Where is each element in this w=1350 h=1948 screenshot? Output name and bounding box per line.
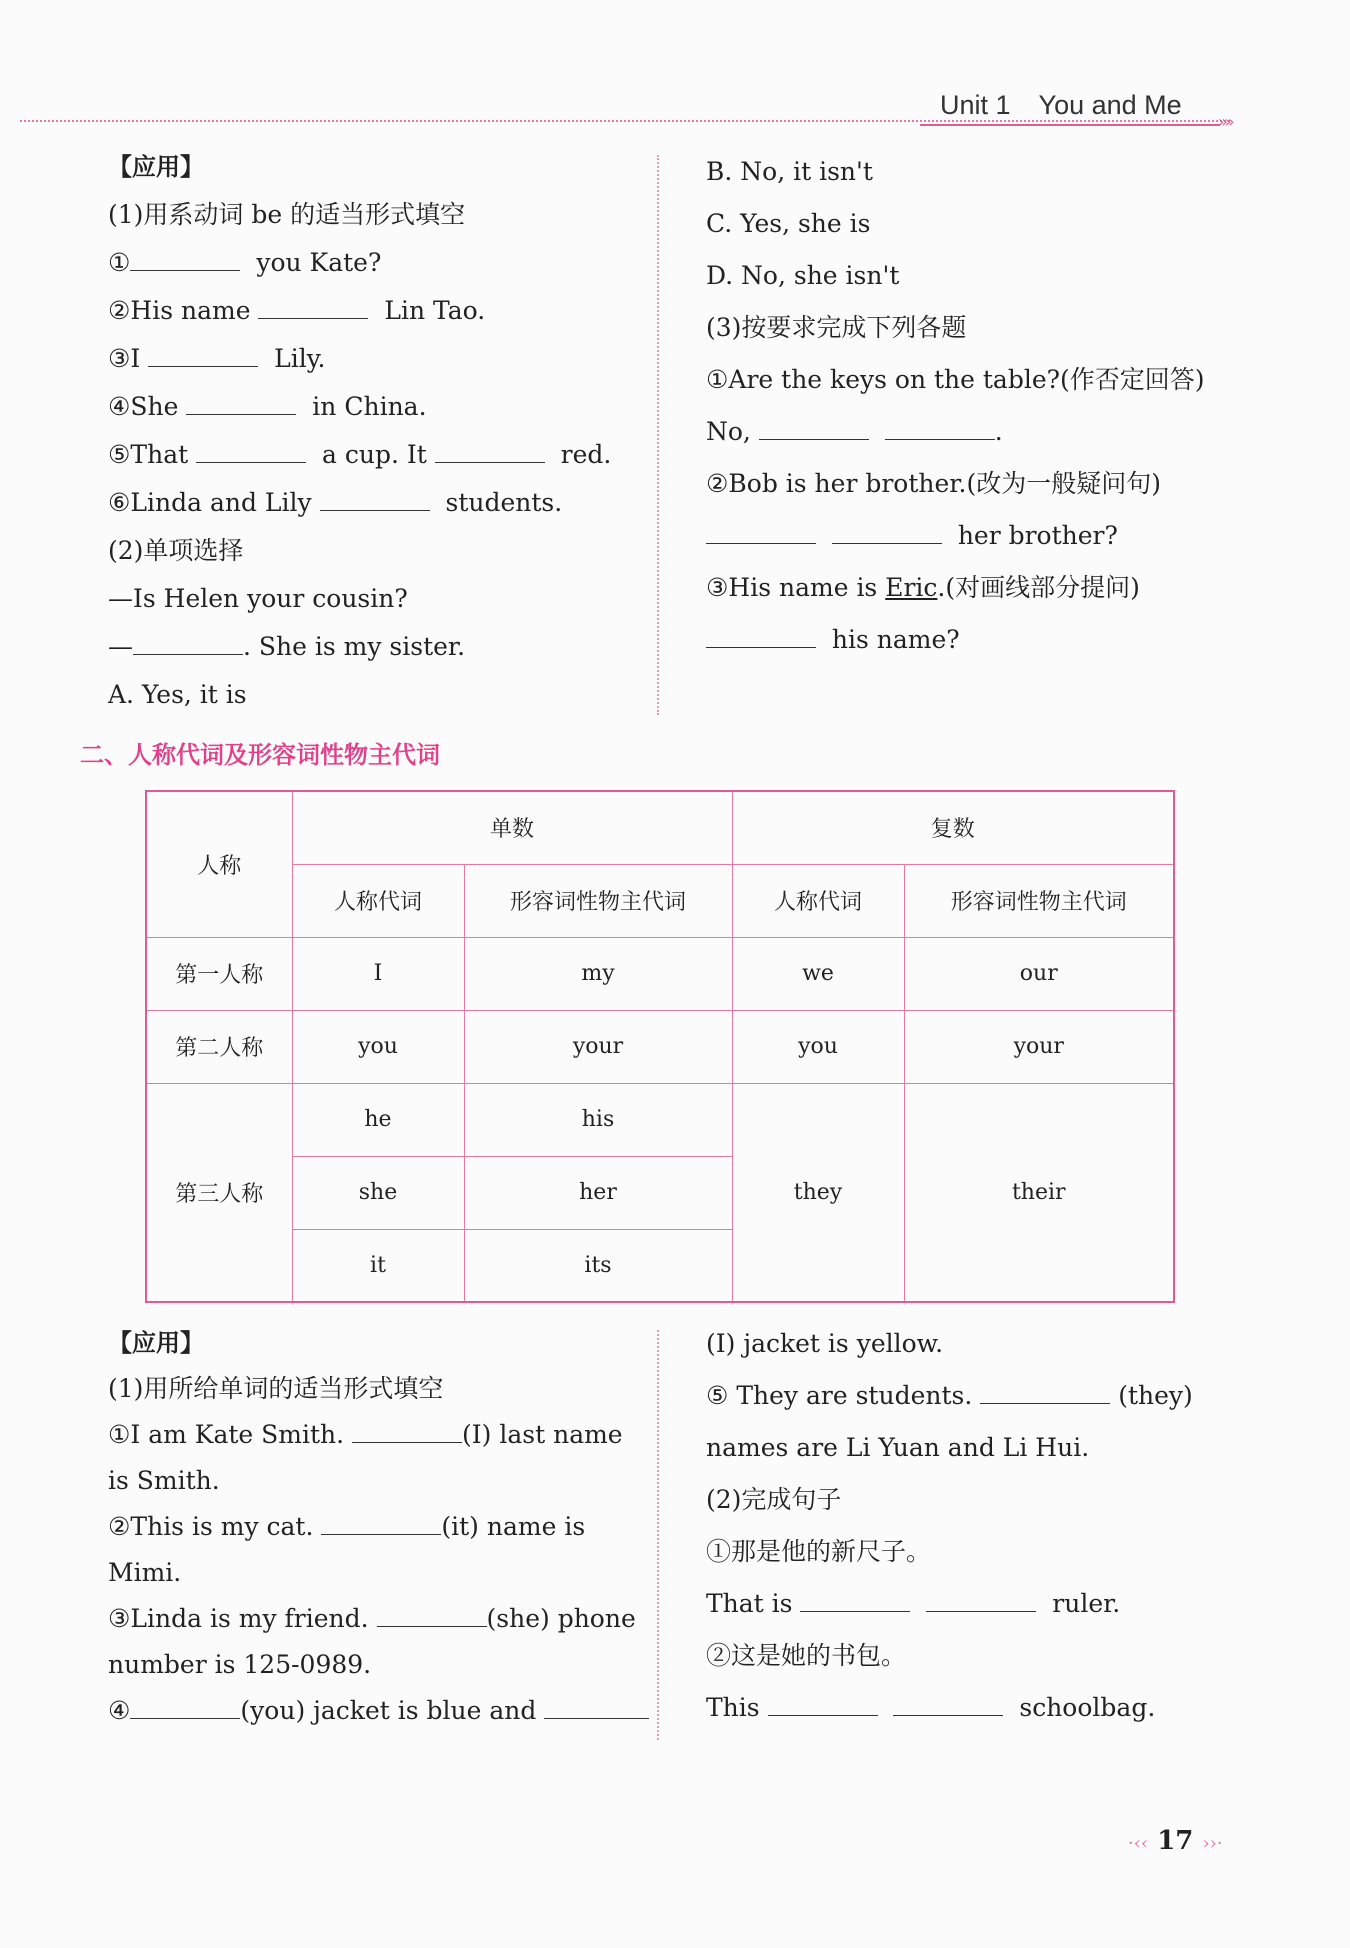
item-text: ruler. <box>1052 1589 1121 1618</box>
item-text: in China. <box>312 392 427 421</box>
exercise-item <box>108 479 648 527</box>
exercise-item-continued: (I) jacket is yellow. <box>706 1329 944 1358</box>
item-text: ⑤ They are students. <box>706 1381 973 1410</box>
exercise-item <box>108 1688 643 1734</box>
section-heading: 【应用】 <box>108 153 204 181</box>
item-text: (she) phone <box>486 1604 636 1633</box>
exercise-instruction: (1)用所给单词的适当形式填空 <box>108 1374 444 1403</box>
exercise-item <box>108 431 648 479</box>
exercise-instruction: (3)按要求完成下列各题 <box>706 313 967 342</box>
header-person: 人称 <box>146 791 292 937</box>
choice-option: B. No, it isn't <box>706 157 873 186</box>
page-number: 17 <box>1157 1826 1194 1856</box>
exercise-item <box>108 239 648 287</box>
table-cell: their <box>904 1083 1174 1302</box>
item-text: ⑥Linda and Lily <box>108 488 312 517</box>
table-row <box>146 1010 1174 1083</box>
column-divider <box>657 155 659 715</box>
item-text: Lin Tao. <box>384 296 486 325</box>
item-text: ③I <box>108 344 141 373</box>
answer-blank[interactable] <box>133 632 243 655</box>
underlined-word: Eric <box>885 573 938 602</box>
item-text: ④She <box>108 392 179 421</box>
unit-label: Unit 1 <box>940 90 1011 120</box>
item-text: ④ <box>108 1696 131 1725</box>
table-cell: its <box>464 1229 732 1302</box>
header-dotted-rule <box>20 120 1230 122</box>
answer-blank[interactable] <box>885 417 995 440</box>
item-text: her brother? <box>957 521 1118 550</box>
dialogue-answer <box>108 623 648 671</box>
exercise-instruction: (1)用系动词 be 的适当形式填空 <box>108 200 466 229</box>
answer-blank[interactable] <box>980 1381 1110 1404</box>
exercise-item <box>706 1370 1266 1422</box>
exercise-instruction: (2)单项选择 <box>108 536 244 565</box>
exercise-item-continued: Mimi. <box>108 1558 182 1587</box>
left-top-column <box>108 143 648 719</box>
table-cell: his <box>464 1083 732 1156</box>
item-text: ⑤That <box>108 440 189 469</box>
item-text: his name? <box>831 625 960 654</box>
exercise-answer-line <box>706 406 1266 458</box>
item-text: Lily. <box>274 344 326 373</box>
dialogue-question: —Is Helen your cousin? <box>108 584 408 613</box>
exercise-item <box>108 383 648 431</box>
item-text: (they) <box>1118 1381 1193 1410</box>
table-cell: they <box>732 1083 904 1302</box>
right-top-column <box>706 146 1266 666</box>
item-text: .(对画线部分提问) <box>937 573 1140 602</box>
page-header <box>940 90 1182 121</box>
exercise-answer-line <box>706 510 1266 562</box>
answer-blank[interactable] <box>352 1420 462 1443</box>
answer-blank[interactable] <box>926 1589 1036 1612</box>
right-bottom-column <box>706 1318 1266 1734</box>
answer-blank[interactable] <box>130 248 240 271</box>
table-header-row <box>146 791 1174 864</box>
item-text: a cup. It <box>322 440 427 469</box>
item-text: — <box>108 632 133 661</box>
chinese-prompt: ①那是他的新尺子。 <box>706 1537 932 1566</box>
exercise-answer-line <box>706 1578 1266 1630</box>
exercise-item-continued: is Smith. <box>108 1466 220 1495</box>
answer-blank[interactable] <box>893 1693 1003 1716</box>
answer-blank[interactable] <box>435 440 545 463</box>
exercise-item: ①Are the keys on the table?(作否定回答) <box>706 365 1205 394</box>
unit-title: You and Me <box>1038 90 1182 120</box>
exercise-item <box>108 287 648 335</box>
item-text: . She is my sister. <box>243 632 466 661</box>
table-cell: my <box>464 937 732 1010</box>
table-cell: your <box>904 1010 1174 1083</box>
item-text: students. <box>445 488 563 517</box>
item-text: No, <box>706 417 751 446</box>
item-text: you Kate? <box>256 248 382 277</box>
exercise-item <box>706 562 1266 614</box>
item-text: (it) name is <box>441 1512 586 1541</box>
header-possessive-adjective: 形容词性物主代词 <box>464 864 732 937</box>
left-bottom-column <box>108 1320 643 1734</box>
header-plural: 复数 <box>732 791 1174 864</box>
item-text: ①I am Kate Smith. <box>108 1420 345 1449</box>
chinese-prompt: ②这是她的书包。 <box>706 1641 907 1670</box>
table-cell: it <box>292 1229 464 1302</box>
table-cell: we <box>732 937 904 1010</box>
answer-blank[interactable] <box>832 521 942 544</box>
answer-blank[interactable] <box>800 1589 910 1612</box>
table-subheader-row <box>146 864 1174 937</box>
exercise-answer-line <box>706 614 1266 666</box>
exercise-item <box>108 1504 643 1550</box>
item-text: (I) last name <box>462 1420 623 1449</box>
table-cell: her <box>464 1156 732 1229</box>
row-label: 第一人称 <box>146 937 292 1010</box>
section-title: 二、人称代词及形容词性物主代词 <box>80 741 440 769</box>
answer-blank[interactable] <box>377 1604 487 1627</box>
answer-blank[interactable] <box>186 392 296 415</box>
item-text: ③Linda is my friend. <box>108 1604 369 1633</box>
answer-blank[interactable] <box>320 488 430 511</box>
answer-blank[interactable] <box>768 1693 878 1716</box>
choice-option: C. Yes, she is <box>706 209 871 238</box>
table-cell: he <box>292 1083 464 1156</box>
table-cell: she <box>292 1156 464 1229</box>
choice-option: D. No, she isn't <box>706 261 900 290</box>
chevron-right-icon: »» <box>1218 112 1232 131</box>
exercise-item-continued: number is 125-0989. <box>108 1650 372 1679</box>
exercise-item <box>108 335 648 383</box>
exercise-item <box>108 1412 643 1458</box>
answer-blank[interactable] <box>321 1512 441 1535</box>
item-text: schoolbag. <box>1019 1693 1156 1722</box>
table-cell: I <box>292 937 464 1010</box>
header-singular: 单数 <box>292 791 732 864</box>
choice-option: A. Yes, it is <box>108 680 247 709</box>
item-text: (you) jacket is blue and <box>240 1696 537 1725</box>
item-text: red. <box>560 440 612 469</box>
exercise-answer-line <box>706 1682 1266 1734</box>
answer-blank[interactable] <box>759 417 869 440</box>
item-text: ③His name is <box>706 573 886 602</box>
answer-blank[interactable] <box>544 1696 649 1719</box>
answer-blank[interactable] <box>706 625 816 648</box>
answer-blank[interactable] <box>706 521 816 544</box>
table-cell: you <box>292 1010 464 1083</box>
pronoun-table <box>145 790 1175 1303</box>
header-personal-pronoun: 人称代词 <box>292 864 464 937</box>
table-cell: your <box>464 1010 732 1083</box>
section-heading: 【应用】 <box>108 1329 204 1357</box>
answer-blank[interactable] <box>148 344 258 367</box>
answer-blank[interactable] <box>258 296 368 319</box>
item-text: ②This is my cat. <box>108 1512 314 1541</box>
chevron-left-icon: ·‹‹ <box>1128 1833 1149 1854</box>
answer-blank[interactable] <box>130 1696 240 1719</box>
row-label: 第三人称 <box>146 1083 292 1302</box>
item-text: This <box>706 1693 760 1722</box>
answer-blank[interactable] <box>196 440 306 463</box>
item-text: ②His name <box>108 296 251 325</box>
exercise-item: ②Bob is her brother.(改为一般疑问句) <box>706 469 1161 498</box>
row-label: 第二人称 <box>146 1010 292 1083</box>
chevron-right-icon: ››· <box>1202 1833 1223 1854</box>
exercise-item <box>108 1596 643 1642</box>
header-solid-rule <box>920 124 1220 126</box>
item-text: That is <box>706 1589 793 1618</box>
exercise-item-continued: names are Li Yuan and Li Hui. <box>706 1433 1090 1462</box>
column-divider <box>657 1330 659 1740</box>
header-possessive-adjective: 形容词性物主代词 <box>904 864 1174 937</box>
table-row <box>146 1083 1174 1156</box>
header-personal-pronoun: 人称代词 <box>732 864 904 937</box>
exercise-instruction: (2)完成句子 <box>706 1485 842 1514</box>
page-number-badge <box>1128 1826 1223 1856</box>
item-text: . <box>994 417 1003 446</box>
table-cell: you <box>732 1010 904 1083</box>
table-row <box>146 937 1174 1010</box>
item-number: ① <box>108 248 131 277</box>
table-cell: our <box>904 937 1174 1010</box>
